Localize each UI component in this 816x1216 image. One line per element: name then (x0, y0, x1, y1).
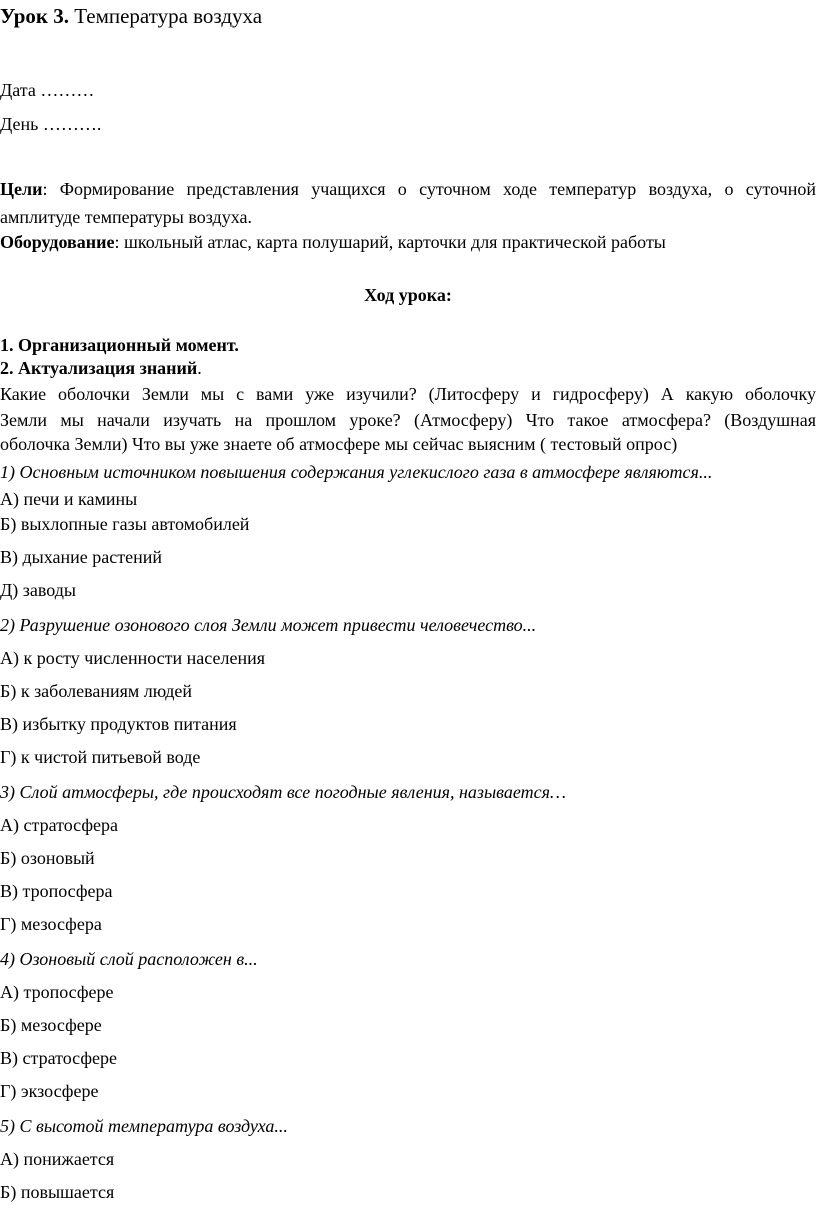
quiz-option: А) печи и камины (0, 489, 138, 509)
quiz-option: В) избытку продуктов питания (0, 714, 237, 734)
quiz-option: В) стратосфере (0, 1048, 118, 1068)
lesson-label: Урок 3. (0, 4, 69, 28)
quiz-question: 1) Основным источником повышения содержания углекислого газа в атмосфере являются... (0, 462, 713, 482)
quiz-option: В) тропосфера (0, 881, 113, 901)
stage-2-label: 2. Актуализация знаний (0, 358, 198, 378)
quiz-option: Б) к заболеваниям людей (0, 681, 193, 701)
date-line: Дата ……… (0, 80, 95, 100)
quiz-option: Г) экзосфере (0, 1081, 99, 1101)
course-heading: Ход урока: (364, 285, 452, 305)
stage-2-dot: . (197, 358, 202, 378)
intro-line-3: оболочка Земли) Что вы уже знаете об атмосфере мы сейчас выясним ( тестовый опрос) (0, 434, 678, 454)
stage-1: 1. Организационный момент. (0, 335, 239, 355)
quiz-question: 4) Озоновый слой расположен в... (0, 949, 258, 969)
equipment-text: : школьный атлас, карта полушарий, карточки для практической работы (114, 232, 666, 252)
goals-label: Цели (0, 179, 43, 199)
quiz-option: Д) заводы (0, 580, 76, 600)
quiz-option: Г) к чистой питьевой воде (0, 747, 201, 767)
quiz-option: А) к росту численности населения (0, 648, 265, 668)
quiz-option: В) дыхание растений (0, 547, 162, 567)
quiz-question: 5) С высотой температура воздуха... (0, 1116, 288, 1136)
stage-2 (0, 356, 816, 380)
quiz-option: Б) выхлопные газы автомобилей (0, 514, 250, 534)
equipment-label: Оборудование (0, 232, 115, 252)
quiz-option: А) понижается (0, 1149, 115, 1169)
quiz-option: Б) повышается (0, 1182, 115, 1202)
quiz-option: Г) мезосфера (0, 914, 102, 934)
quiz-option: Б) мезосфере (0, 1015, 102, 1035)
quiz-option: А) стратосфера (0, 815, 119, 835)
day-line: День ………. (0, 114, 102, 134)
intro-line-2: Земли мы начали изучать на прошлом уроке? (Атмосферу) Что такое атмосфера? (Воздушная (0, 410, 816, 430)
goals-line-1 (0, 177, 816, 201)
goals-line-2: амплитуде температуры воздуха. (0, 207, 252, 227)
quiz-option: Б) озоновый (0, 848, 95, 868)
equipment-line (0, 230, 816, 254)
lesson-title: Температура воздуха (68, 4, 263, 28)
quiz-question: 2) Разрушение озонового слоя Земли может привести человечество... (0, 615, 537, 635)
intro-line-1: Какие оболочки Земли мы с вами уже изучили? (Литосферу и гидросферу) А какую оболочку (0, 384, 816, 404)
lesson-heading (0, 2, 816, 30)
quiz-question: 3) Слой атмосферы, где происходят все погодные явления, называется… (0, 782, 566, 802)
quiz-option: А) тропосфере (0, 982, 114, 1002)
goals-text-1: : Формирование представления учащихся о суточном ходе температур воздуха, о суточной (42, 179, 816, 199)
